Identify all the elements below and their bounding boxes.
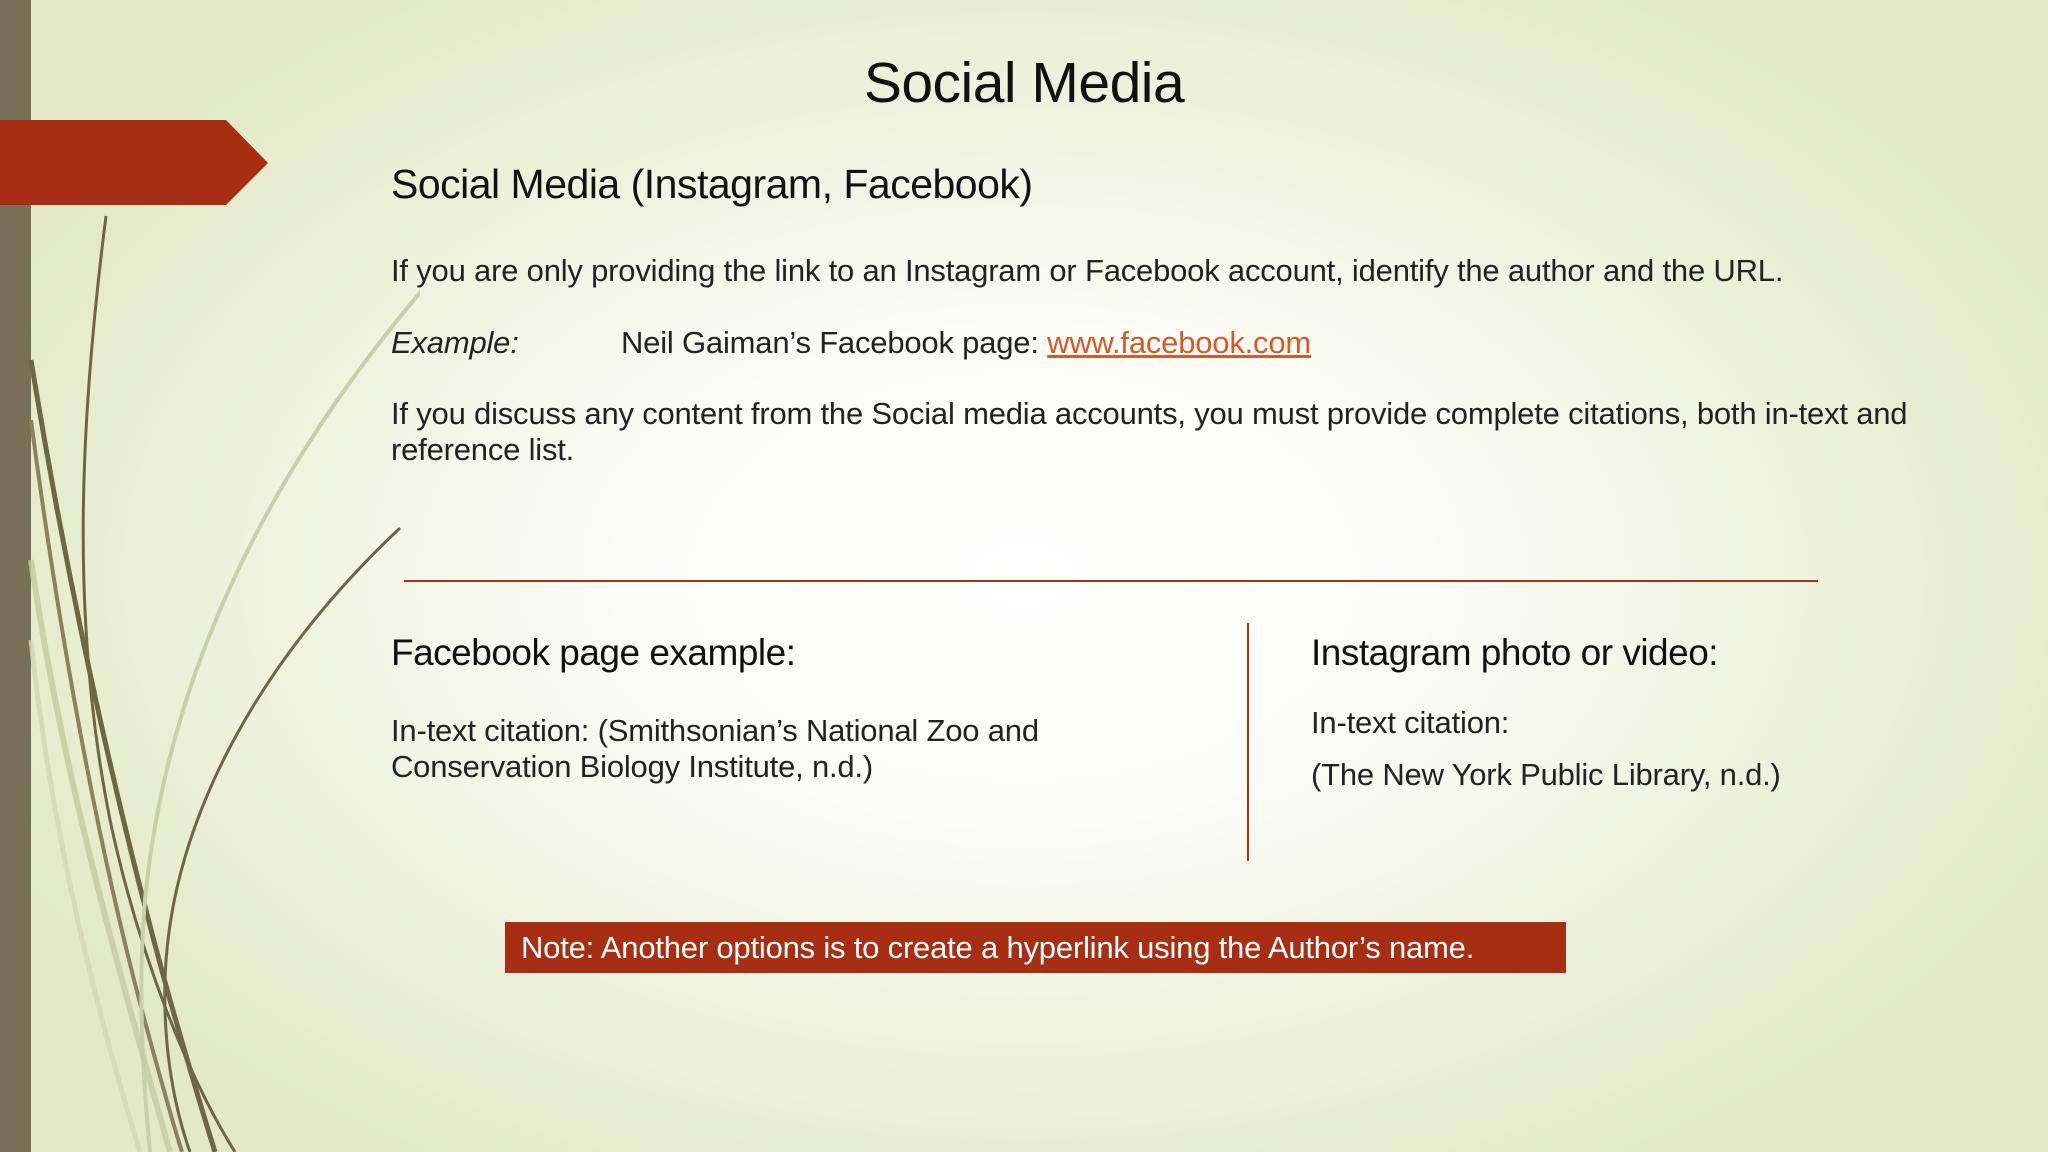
facebook-citation: In-text citation: (Smithsonian’s National Zoo and Conservation Biology Institute, n.d.) xyxy=(391,713,1039,784)
example-line xyxy=(391,325,1311,361)
vertical-divider xyxy=(1247,623,1249,861)
slide-title: Social Media xyxy=(863,51,1185,115)
note-banner: Note: Another options is to create a hyperlink using the Author’s name. xyxy=(505,922,1566,973)
facebook-link[interactable]: www.facebook.com xyxy=(1047,325,1312,360)
content-paragraph: If you discuss any content from the Social media accounts, you must provide complete citations, both in-text and reference list. xyxy=(391,396,1908,467)
example-label: Example: xyxy=(391,325,519,360)
example-text: Neil Gaiman’s Facebook page: xyxy=(621,325,1048,360)
instagram-citation: (The New York Public Library, n.d.) xyxy=(1311,757,1781,792)
instagram-citation-label: In-text citation: xyxy=(1311,705,1510,740)
instagram-heading: Instagram photo or video: xyxy=(1311,632,1719,673)
instagram-citation-block xyxy=(1311,705,1911,793)
facebook-heading: Facebook page example: xyxy=(391,632,796,673)
slide-subtitle: Social Media (Instagram, Facebook) xyxy=(391,161,1033,207)
intro-paragraph: If you are only providing the link to an Instagram or Facebook account, identify the author and the URL. xyxy=(391,253,1784,288)
horizontal-divider xyxy=(404,580,1818,582)
